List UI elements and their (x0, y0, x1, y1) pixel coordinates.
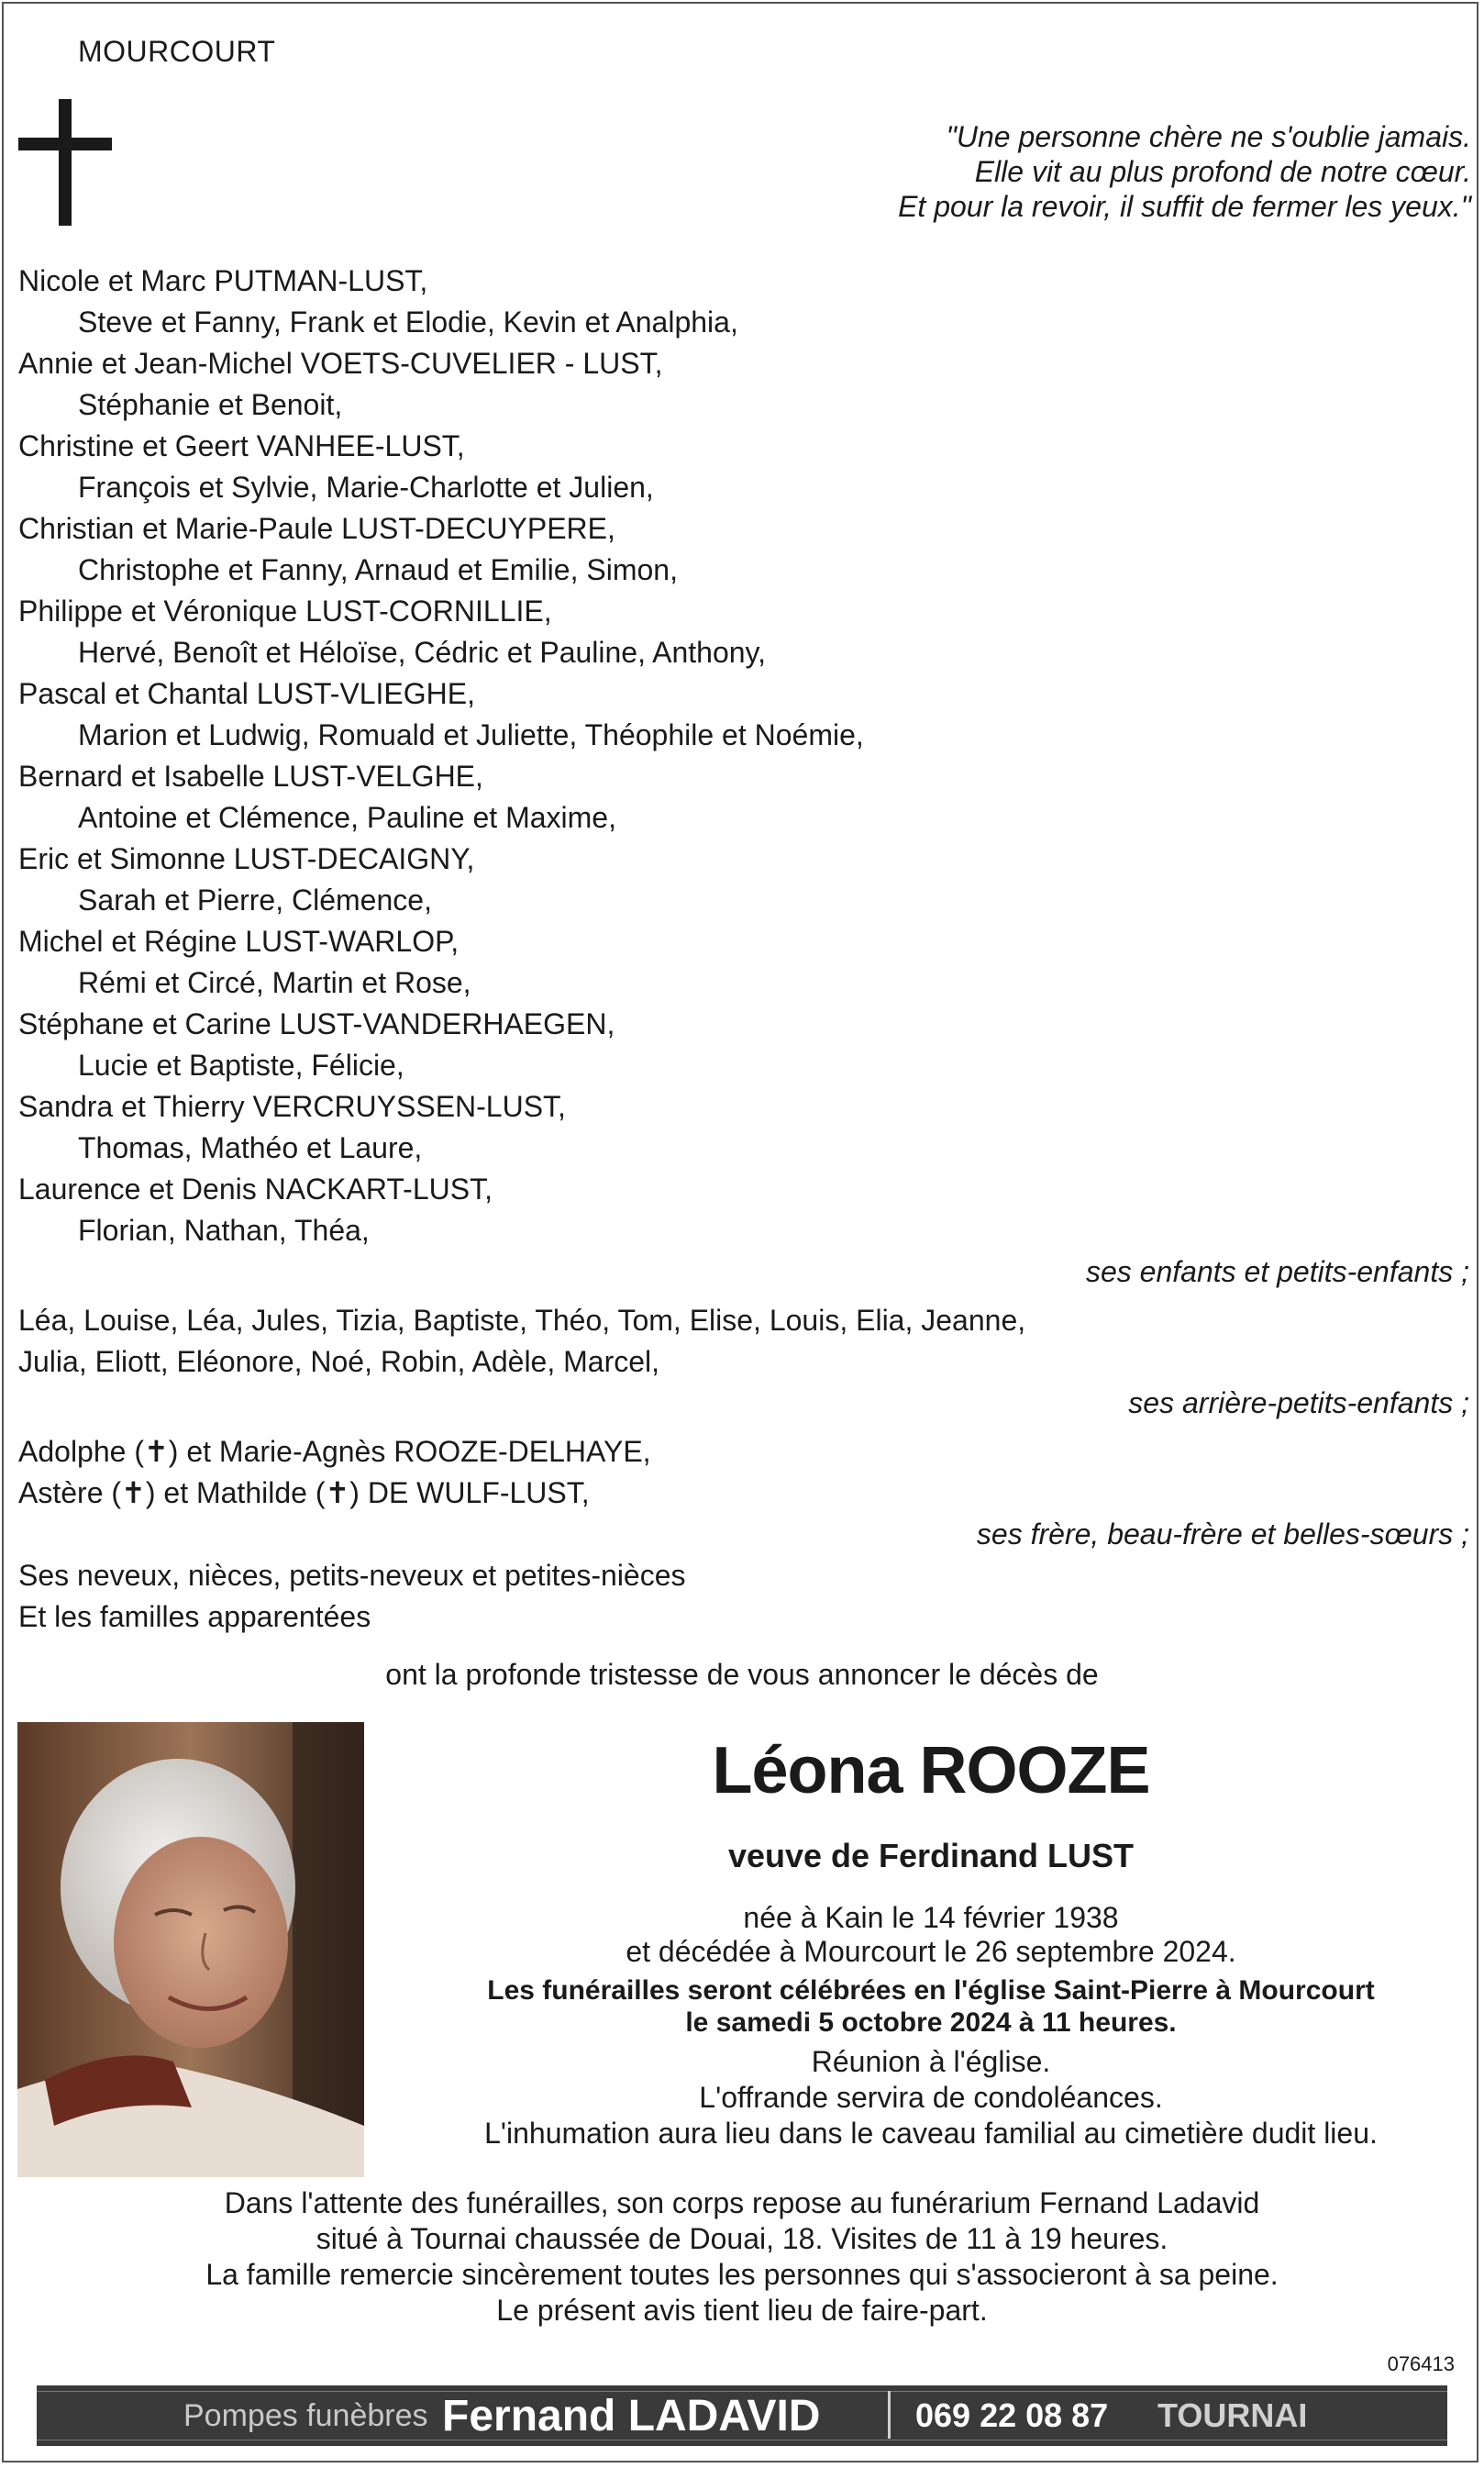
cross-small-icon: ✝ (325, 1476, 350, 1509)
parents-line: Stéphane et Carine LUST-VANDERHAEGEN, (18, 1007, 615, 1040)
sibling-text: ) et Marie-Agnès ROOZE-DELHAYE, (168, 1435, 651, 1468)
birth-line: née à Kain le 14 février 1938 (743, 1901, 1119, 1934)
closing-line: Le présent avis tient lieu de faire-part. (496, 2294, 988, 2327)
grandchildren-line: Stéphanie et Benoit, (78, 388, 343, 421)
deceased-name: Léona ROOZE (712, 1734, 1150, 1807)
role-children: ses enfants et petits-enfants ; (1085, 1255, 1469, 1288)
burial-line: L'inhumation aura lieu dans le caveau familial au cimetière dudit lieu. (484, 2117, 1378, 2150)
extended-family-line: Et les familles apparentées (18, 1600, 371, 1633)
cross-small-icon: ✝ (121, 1476, 146, 1509)
parents-line: Sandra et Thierry VERCRUYSSEN-LUST, (18, 1090, 566, 1123)
parents-line: Eric et Simonne LUST-DECAIGNY, (18, 842, 475, 875)
grandchildren-line: Hervé, Benoît et Héloïse, Cédric et Pauline, Anthony, (78, 636, 767, 669)
cross-small-icon: ✝ (143, 1435, 169, 1468)
death-line: et décédée à Mourcourt le 26 septembre 2024. (626, 1935, 1236, 1968)
parents-line: Michel et Régine LUST-WARLOP, (18, 925, 460, 958)
quote-line: Et pour la revoir, il suffit de fermer les yeux." (898, 190, 1471, 223)
extended-family-line: Ses neveux, nièces, petits-neveux et petites-nièces (18, 1559, 686, 1592)
sibling-line (18, 1473, 1469, 1514)
epitaph-quote (554, 119, 1471, 224)
cross-icon (18, 99, 112, 226)
grandchildren-line: Florian, Nathan, Théa, (78, 1214, 370, 1247)
closing-text (0, 2185, 1484, 2329)
offering-line: L'offrande servira de condoléances. (699, 2081, 1163, 2114)
closing-line: situé à Tournai chaussée de Douai, 18. Visites de 11 à 19 heures. (316, 2222, 1168, 2255)
quote-line: Elle vit au plus profond de notre cœur. (974, 155, 1471, 188)
deceased-block (404, 1734, 1458, 2151)
great-grandchildren-line: Léa, Louise, Léa, Jules, Tizia, Baptiste, Théo, Tom, Elise, Louis, Elia, Jeanne, (18, 1304, 1026, 1337)
sibling-text: ) DE WULF-LUST, (349, 1476, 590, 1509)
parents-line: Nicole et Marc PUTMAN-LUST, (18, 264, 428, 297)
role-siblings: ses frère, beau-frère et belles-sœurs ; (976, 1517, 1469, 1551)
role-great-grandchildren: ses arrière-petits-enfants ; (1128, 1386, 1469, 1419)
footer-city: TOURNAI (1157, 2396, 1308, 2434)
sibling-text: Astère ( (18, 1476, 122, 1509)
quote-line: "Une personne chère ne s'oublie jamais. (946, 120, 1471, 153)
parents-line: Philippe et Véronique LUST-CORNILLIE, (18, 595, 552, 628)
grandchildren-line: Sarah et Pierre, Clémence, (78, 884, 432, 917)
funeral-home-banner (37, 2385, 1447, 2446)
grandchildren-line: Steve et Fanny, Frank et Elodie, Kevin et Analphia, (78, 306, 738, 339)
grandchildren-line: Marion et Ludwig, Romuald et Juliette, Théophile et Noémie, (78, 718, 864, 751)
sibling-line (18, 1431, 1469, 1473)
announcement-text: ont la profonde tristesse de vous annoncer le décès de (385, 1658, 1099, 1691)
footer-brand: Fernand LADAVID (442, 2392, 821, 2440)
grandchildren-line: Christophe et Fanny, Arnaud et Emilie, Simon, (78, 553, 678, 586)
funeral-info (404, 1974, 1458, 2039)
funeral-line: Les funérailles seront célébrées en l'église Saint-Pierre à Mourcourt (487, 1975, 1375, 2006)
parents-line: Christine et Geert VANHEE-LUST, (18, 429, 465, 462)
parents-line: Pascal et Chantal LUST-VLIEGHE, (18, 677, 475, 710)
grandchildren-line: Antoine et Clémence, Pauline et Maxime, (78, 801, 616, 834)
reference-number: 076413 (1387, 2352, 1455, 2375)
parents-line: Annie et Jean-Michel VOETS-CUVELIER - LUST, (18, 347, 663, 380)
parents-line: Christian et Marie-Paule LUST-DECUYPERE, (18, 512, 615, 545)
footer-divider (888, 2391, 891, 2439)
grandchildren-line: Rémi et Circé, Martin et Rose, (78, 966, 471, 999)
sibling-text: ) et Mathilde ( (145, 1476, 326, 1509)
grandchildren-line: François et Sylvie, Marie-Charlotte et Julien, (78, 471, 654, 504)
grandchildren-line: Thomas, Mathéo et Laure, (78, 1131, 423, 1164)
parents-line: Bernard et Isabelle LUST-VELGHE, (18, 760, 483, 793)
meeting-line: Réunion à l'église. (811, 2045, 1051, 2078)
place-heading: MOURCOURT (78, 35, 276, 68)
closing-line: La famille remercie sincèrement toutes les personnes qui s'associeront à sa peine. (205, 2258, 1279, 2291)
footer-phone: 069 22 08 87 (915, 2396, 1109, 2434)
sibling-text: Adolphe ( (18, 1435, 144, 1468)
widow-of: veuve de Ferdinand LUST (727, 1837, 1135, 1874)
ceremony-details (404, 2044, 1458, 2151)
deceased-portrait (17, 1722, 364, 2177)
parents-line: Laurence et Denis NACKART-LUST, (18, 1173, 493, 1206)
grandchildren-line: Lucie et Baptiste, Félicie, (78, 1049, 404, 1082)
footer-prefix: Pompes funèbres (183, 2398, 428, 2433)
life-dates (404, 1901, 1458, 1969)
funeral-line: le samedi 5 octobre 2024 à 11 heures. (685, 2007, 1177, 2038)
great-grandchildren-line: Julia, Eliott, Eléonore, Noé, Robin, Adèle, Marcel, (18, 1345, 660, 1378)
closing-line: Dans l'attente des funérailles, son corps repose au funérarium Fernand Ladavid (224, 2186, 1260, 2219)
family-list (18, 261, 1469, 1638)
